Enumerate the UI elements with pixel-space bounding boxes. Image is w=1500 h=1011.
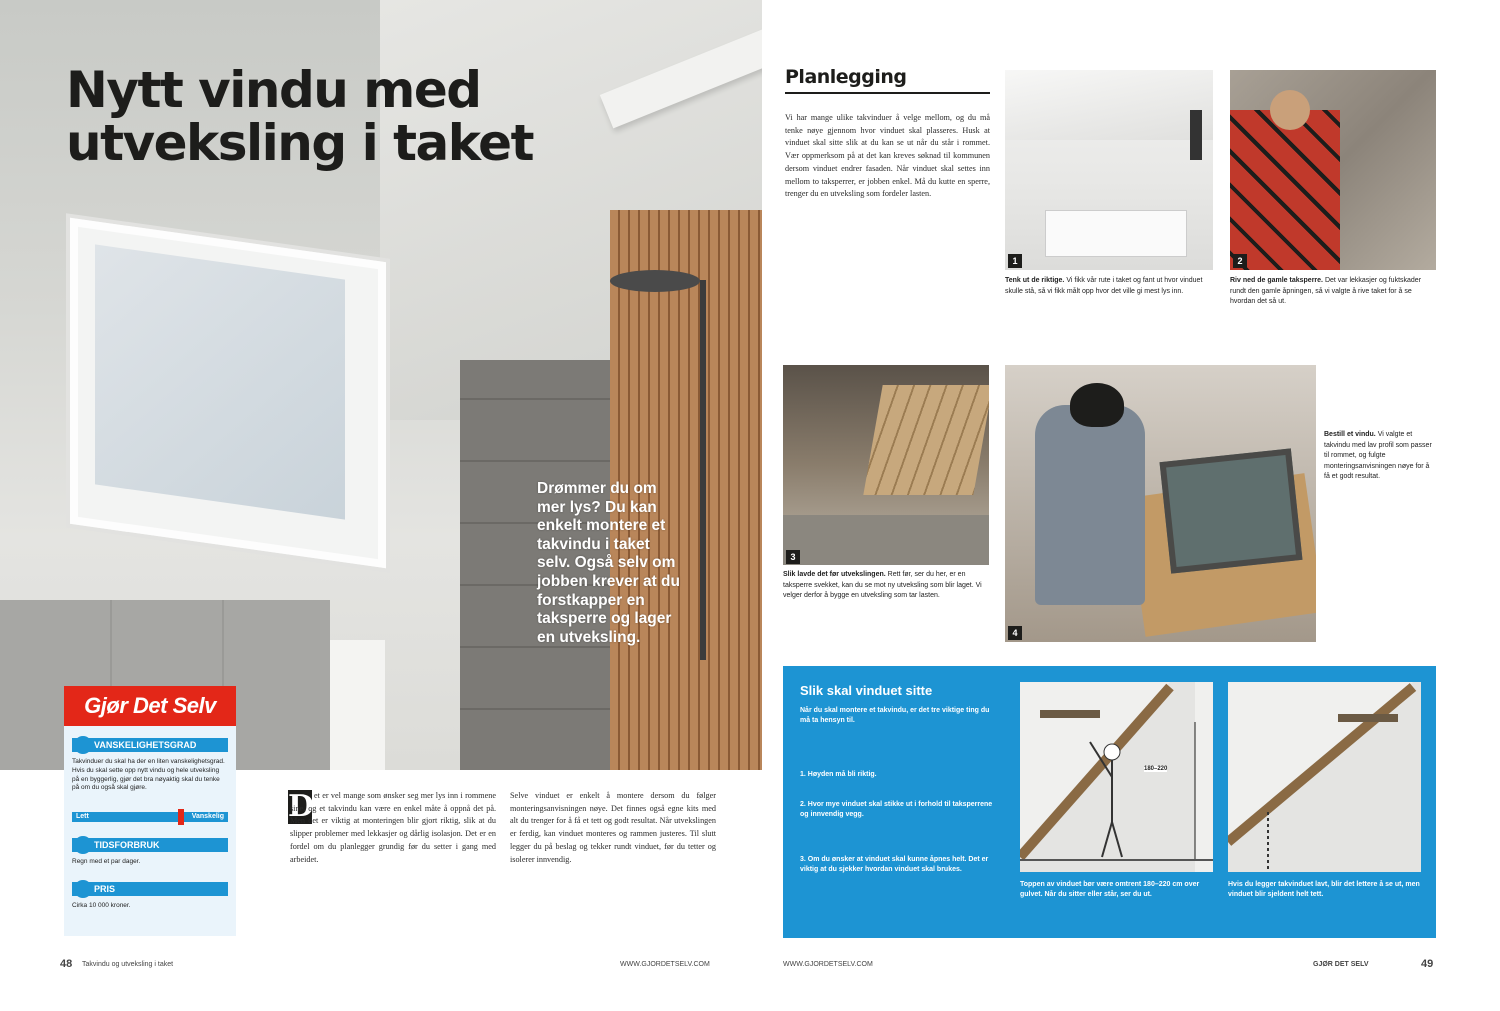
photo-4-caption-text: Vi valgte et takvindu med lav profil som passer til rommet, og fulgte monteringsanvisningen nøye for å få et godt resultat. — [1324, 431, 1432, 480]
photo-1-ceiling — [1005, 70, 1213, 140]
photo-3-rafters — [863, 385, 989, 495]
photo-3-caption — [783, 570, 989, 602]
photo-2-caption — [1230, 276, 1436, 308]
photo-2-caption-bold: Riv ned de gamle taksperre. — [1230, 277, 1323, 284]
photo-1-caption-bold: Tenk ut de riktige. — [1005, 277, 1065, 284]
photo-1-caption — [1005, 276, 1213, 297]
photo-3-floor — [783, 515, 989, 565]
diagram-step-1: 1. Høyden må bli riktig. — [800, 771, 877, 778]
photo-4 — [1005, 365, 1316, 642]
difficulty-scale — [72, 812, 228, 822]
diagram-measure-label: 180–220 — [1144, 766, 1168, 772]
photo-3-caption-text: Rett før, ser du her, er en taksperre svekket, kan du se mot ny utveksling som blir laget. Vi velger derfor å bygge en utveksling som tar lasten. — [783, 571, 982, 599]
photo-2 — [1230, 70, 1436, 270]
gds-tidsforbruk-text: Regn med et par dager. — [72, 858, 141, 865]
hero-skylight-glass — [95, 244, 345, 519]
footer-right — [783, 958, 1438, 972]
scale-low: Lett — [76, 813, 89, 820]
gjor-det-selv-box — [64, 686, 236, 936]
photo-1-window — [1190, 110, 1202, 160]
photo-4-number: 4 — [1008, 626, 1022, 640]
diagram-heading: Slik skal vinduet sitte — [800, 683, 933, 698]
photo-2-worker — [1230, 110, 1340, 270]
gds-pris-title: PRIS — [72, 882, 228, 896]
page-number-left: 48 — [60, 958, 73, 970]
photo-4-window — [1160, 448, 1303, 573]
photo-2-caption-text: Det var lekkasjer og fuktskader rundt den gamle åpningen, så vi valgte å rive taket for å se hvordan det så ut. — [1230, 277, 1422, 305]
difficulty-marker — [178, 809, 184, 825]
diagram-1-illustration — [1020, 682, 1213, 872]
footer-right-text: GJØR DET SELV — [1313, 961, 1369, 968]
footer-right-site: WWW.GJORDETSELV.COM — [783, 961, 873, 968]
photo-3-caption-bold: Slik lavde det før utvekslingen. — [783, 571, 886, 578]
gds-pris-text: Cirka 10 000 kroner. — [72, 902, 131, 909]
footer-left-text: Takvindu og utveksling i taket — [82, 961, 174, 968]
dropcap: D — [288, 789, 315, 824]
gds-vanskelighetsgrad-text: Takvinduer du skal ha der en liten vanskelighetsgrad. Hvis du skal sette opp nytt vindu og hele utveksling på en byggerlig, gjør det bra nøyaktig skal du tenke på om du også skal gjøre. — [72, 758, 225, 792]
diagram-panel-1 — [1020, 682, 1213, 872]
shower-pipe — [700, 280, 706, 660]
photo-4-beanie — [1070, 383, 1124, 427]
diagram-panel-2 — [1228, 682, 1421, 872]
photo-1-bathtub — [1045, 210, 1187, 257]
photo-3-number: 3 — [786, 550, 800, 564]
planlegging-text: Vi har mange ulike takvinduer å velge mellom, og du må tenke nøye gjennom hvor vinduet skal plasseres. Husk at vinduet skal sitte slik at du kan se ut når du står i rommet. Vær oppmerksom på at det kan kreves søknad til kommunen dersom vinduet endrer fasaden. Når vinduet skal settes inn mellom to taksperrer, er jobben enkel. Må du kutte en sperre, trenger du en utveksling som fordeler lasten. — [785, 113, 990, 199]
diagram-2-illustration — [1228, 682, 1421, 872]
diagram-step-2: 2. Hvor mye vinduet skal stikke ut i forhold til taksperrene og innvendig vegg. — [800, 801, 993, 819]
photo-3 — [783, 365, 989, 565]
article-title: Nytt vindu med utveksling i taket — [66, 61, 533, 172]
footer-left-site: WWW.GJORDETSELV.COM — [620, 961, 710, 968]
photo-2-number: 2 — [1233, 254, 1247, 268]
photo-2-head — [1270, 90, 1310, 130]
diagram-intro: Når du skal montere et takvindu, er det tre viktige ting du må ta hensyn til. — [800, 707, 990, 725]
diagram-caption-2: Hvis du legger takvinduet lavt, blir det lettere å se ut, men vinduet blir sjeldent helt tett. — [1228, 881, 1420, 899]
photo-1 — [1005, 70, 1213, 270]
gds-banner: Gjør Det Selv — [64, 686, 236, 726]
body-column-1: et er vel mange som ønsker seg mer lys inn i rommene sine, og et takvindu kan være en enkel måte å oppnå det på. Men det er viktig at monteringen blir gjort riktig, slik at du slipper problemer med lekkasjer og dårlig isolasjon. Det er en fordel om du planlegger grundig før du setter i gang med arbeidet. — [290, 791, 496, 864]
gds-tidsforbruk-title: TIDSFORBRUK — [72, 838, 228, 852]
diagram-step-3: 3. Om du ønsker at vinduet skal kunne åpnes helt. Det er viktig at du sjekker hvordan vinduet skal brukes. — [800, 856, 989, 874]
body-column-2: Selve vinduet er enkelt å montere dersom du følger monteringsanvisningen nøye. Det finnes også egne kits med alt du trenger for å få et tett og godt resultat. Når utvekslingen er ferdig, kan vinduet monteres og rammen justeres. Til slutt legger du på beslag og tekker rundt vinduet, før du tetter og isolerer innvendig. — [510, 791, 716, 864]
planlegging-heading: Planlegging — [785, 66, 990, 94]
page-number-right: 49 — [1421, 958, 1434, 970]
photo-4-caption-bold: Bestill et vindu. — [1324, 431, 1376, 438]
footer-left — [60, 958, 740, 972]
photo-4-caption — [1324, 430, 1436, 483]
photo-1-caption-text: Vi fikk vår rute i taket og fant ut hvor vinduet skulle stå, så vi fikk målt opp hvor det ville gi mest lys inn. — [1005, 277, 1203, 295]
shower-head — [610, 270, 700, 292]
diagram-caption-1: Toppen av vinduet bør være omtrent 180–220 cm over gulvet. Når du sitter eller står, ser du ut. — [1020, 881, 1200, 899]
photo-4-worker — [1035, 405, 1145, 605]
photo-1-number: 1 — [1008, 254, 1022, 268]
gds-vanskelighetsgrad-title: VANSKELIGHETSGRAD — [72, 738, 228, 752]
scale-high: Vanskelig — [191, 813, 224, 820]
article-intro: Drømmer du om mer lys? Du kan enkelt montere et takvindu i taket selv. Også selv om jobben krever at du forstkapper en taksperre og lager en utveksling. — [537, 480, 680, 646]
hero-niche — [330, 640, 385, 770]
